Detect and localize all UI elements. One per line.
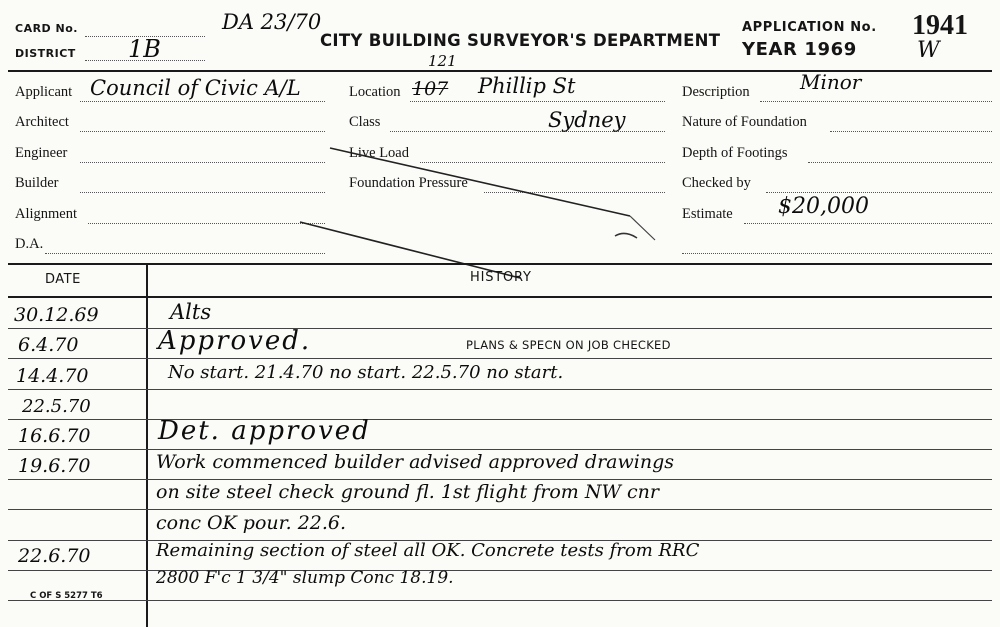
district-label: DISTRICT [15,47,76,60]
engineer-label: Engineer [15,145,68,161]
history-rule [8,449,992,450]
history-date: 30.12.69 [14,304,99,326]
history-entry: Det. approved [158,416,371,446]
location-label: Location [349,84,401,100]
location-struck: 107 [412,78,449,100]
history-date: 19.6.70 [18,455,91,477]
history-rule [8,389,992,390]
history-rule [8,328,992,329]
history-date: 22.6.70 [18,545,91,567]
history-date: 16.6.70 [18,425,91,447]
history-entry: on site steel check ground fl. 1st flight from NW cnr [156,481,659,503]
foundation-pressure-label: Foundation Pressure [349,175,468,191]
applicant-label: Applicant [15,84,73,100]
history-rule [8,419,992,420]
class-label: Class [349,114,381,130]
description-label: Description [682,84,750,100]
department-title: CITY BUILDING SURVEYOR'S DEPARTMENT [320,31,721,50]
application-number: 1941 [912,10,968,41]
alignment-label: Alignment [15,206,78,222]
description-value: Minor [800,70,862,94]
estimate-value: $20,000 [778,194,869,219]
nature-label: Nature of Foundation [682,114,807,130]
history-rule [8,358,992,359]
date-header: DATE [45,272,81,287]
live-load-label: Live Load [349,145,409,161]
class-value: Sydney [548,108,626,132]
card-no-label: CARD No. [15,22,78,35]
history-entry: conc OK pour. 22.6. [156,512,347,534]
history-entry: No start. 21.4.70 no start. 22.5.70 no start. [168,362,564,383]
depth-label: Depth of Footings [682,145,788,161]
date-column-divider [146,263,148,627]
estimate-label: Estimate [682,206,733,222]
checked-label: Checked by [682,175,751,191]
application-year: YEAR 1969 [742,39,857,60]
history-date: 6.4.70 [18,334,79,356]
history-stamp-note: PLANS & SPECN ON JOB CHECKED [466,338,671,352]
history-header-border [8,296,992,298]
district-value: 1B [128,35,161,63]
history-rule [8,600,992,601]
da-reference: DA 23/70 [222,10,322,34]
location-value: Phillip St [478,74,576,98]
application-initials: W [917,38,940,63]
application-label: APPLICATION No. [742,20,877,35]
location-number: 121 [428,52,457,70]
history-rule [8,509,992,510]
history-date: 22.5.70 [22,396,91,417]
history-top-border [8,263,992,265]
architect-label: Architect [15,114,69,130]
applicant-value: Council of Civic A/L [90,76,301,100]
history-entry: Work commenced builder advised approved drawings [156,451,674,473]
form-code: C OF S 5277 T6 [30,591,103,601]
da-label: D.A. [15,236,44,252]
history-entry: Alts [170,300,212,324]
history-header: HISTORY [470,270,532,285]
history-entry: Remaining section of steel all OK. Concrete tests from RRC [156,540,700,561]
history-entry: Approved. [158,326,312,356]
history-entry: 2800 F'c 1 3/4" slump Conc 18.19. [156,568,454,588]
history-date: 14.4.70 [16,365,89,387]
builder-label: Builder [15,175,59,191]
history-rule [8,479,992,480]
